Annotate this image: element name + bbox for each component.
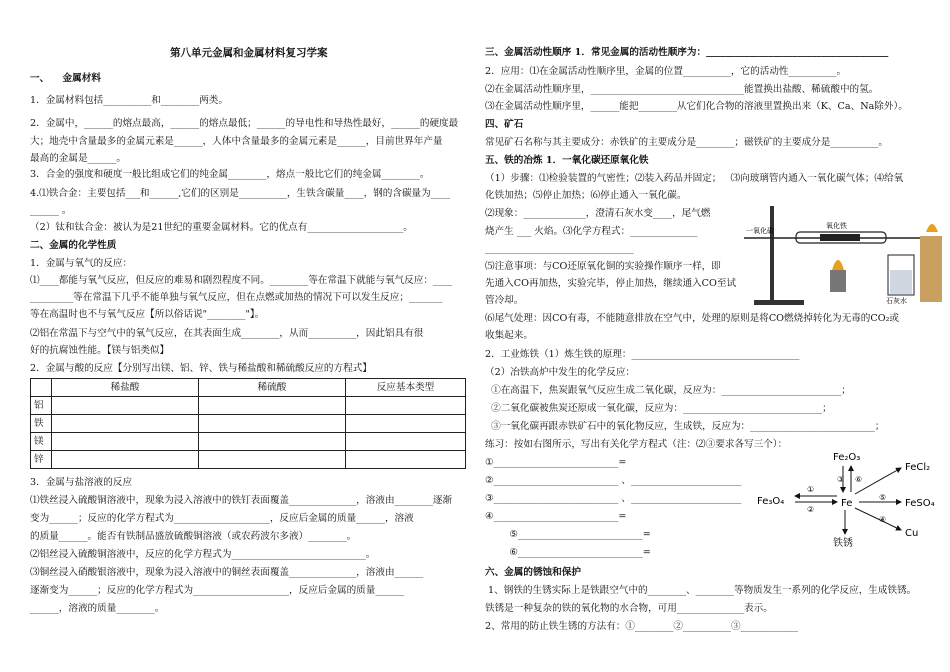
text-line: 2．金属与酸的反应【分别写出镁、铝、锌、铁与稀盐酸和稀硫酸反应的方程式】 bbox=[30, 363, 372, 374]
text-line: ③__________________________ 、_______________________ bbox=[485, 493, 742, 504]
text-line: 2．金属中，______的熔点最高，______的熔点最低；______的导电性和导热性最好，______的硬度最 bbox=[30, 118, 459, 129]
answer-cell[interactable] bbox=[199, 451, 346, 469]
label-limewater: 石灰水 bbox=[886, 297, 907, 305]
text-line: （2）钛和钛合金：被认为是21世纪的重要金属材料。它的优点有____________________。 bbox=[30, 222, 413, 233]
text-line: ⑵在金属活动性顺序里，________________________________能置换出盐酸、稀硫酸中的氢。 bbox=[485, 84, 879, 95]
text-line: ⑴____都能与氧气反应，但反应的难易和剧烈程度不同。________等在常温下就能与氧气反应：____ bbox=[30, 275, 453, 286]
section-heading-metal-materials: 一、 金属材料 bbox=[30, 73, 101, 84]
flame-icon bbox=[926, 224, 938, 232]
text-line: ①在高温下，焦炭跟氧气反应生成二氧化碳，反应为：_________________________； bbox=[485, 385, 851, 396]
mark-1: ① bbox=[807, 485, 815, 494]
text-line: ⑹尾气处理：因CO有毒，不能随意排放在空气中，处理的原则是将CO燃烧掉转化为无毒的CO₂或 bbox=[485, 313, 900, 324]
text-line: 1、钢铁的生锈实际上是铁跟空气中的________、________等物质发生一系列的化学反应，生成铁锈。 bbox=[485, 585, 917, 596]
text-line: ⑴铁丝浸入硫酸铜溶液中，现象为浸入溶液中的铁钉表面覆盖______________，溶液由________逐渐 bbox=[30, 495, 453, 506]
text-line: 先通入CO再加热，实验完毕，停止加热，继续通入CO至试 bbox=[485, 278, 737, 289]
text-line: 等在高温时也不与氧气反应【所以俗话说"________"】。 bbox=[30, 309, 265, 320]
answer-cell[interactable] bbox=[52, 451, 199, 469]
text-line: ③一氧化碳再跟赤铁矿石中的氧化物反应，生成铁，反应为：__________________________； bbox=[485, 421, 885, 432]
answer-cell[interactable] bbox=[52, 397, 199, 415]
table-header: 稀盐酸 bbox=[52, 379, 199, 397]
text-line: 3．合金的强度和硬度一般比组成它们的纯金属________，熔点一般比它们的纯金属________。 bbox=[30, 169, 430, 180]
table-header: 稀硫酸 bbox=[199, 379, 346, 397]
text-line: 常见矿石名称与其主要成分：赤铁矿的主要成分是________；磁铁矿的主要成分是__________。 bbox=[485, 137, 888, 148]
label-carbon-monoxide: 一氧化碳 bbox=[746, 227, 774, 235]
co-reduction-apparatus bbox=[740, 200, 945, 308]
node-fe: Fe bbox=[841, 498, 853, 509]
page-title: 第八单元金属和金属材料复习学案 bbox=[170, 47, 328, 59]
node-fe3o4: Fe₃O₄ bbox=[757, 496, 785, 507]
text-line: 最高的金属是______。 bbox=[30, 153, 126, 164]
text-line: 1．金属材料包括__________和________两类。 bbox=[30, 95, 228, 106]
table-row bbox=[31, 415, 466, 433]
text-line: 2、常用的防止铁生锈的方法有：①________②__________③____________ bbox=[485, 621, 799, 632]
stand-base bbox=[754, 300, 804, 305]
section-heading-ores: 四、矿石 bbox=[485, 119, 524, 130]
text-line: ⑵现象：_____________，澄清石灰水变____，尾气燃 bbox=[485, 208, 711, 219]
mark-3: ③ bbox=[837, 475, 845, 484]
text-line: 大；地壳中含量最多的金属元素是______，人体中含量最多的金属元素是______，目前世界年产量 bbox=[30, 136, 443, 147]
text-line: 管冷却。 bbox=[485, 295, 524, 306]
text-line: 烧产生 ___ 火焰。⑶化学方程式：______________ bbox=[485, 226, 698, 237]
alcohol-lamp bbox=[920, 236, 942, 302]
mark-6: ⑥ bbox=[855, 475, 863, 484]
row-label: 锌 bbox=[31, 451, 52, 469]
answer-cell[interactable] bbox=[199, 415, 346, 433]
table-row bbox=[31, 433, 466, 451]
text-line: _________等在常温下几乎不能单独与氧气反应，但在点燃或加热的情况下可以发生反应；_______ bbox=[30, 292, 443, 303]
text-line: _______________________________ bbox=[485, 243, 634, 254]
table-header: 反应基本类型 bbox=[346, 379, 466, 397]
text-line: ⑵铝在常温下与空气中的氧气反应，在其表面生成________，从而__________，因此铝具有很 bbox=[30, 328, 424, 339]
iron-conversion-diagram bbox=[755, 448, 945, 558]
text-line: （1）步骤：⑴检验装置的气密性；⑵装入药品并固定； ⑶向玻璃管内通入一氧化碳气体；⑷给氧 bbox=[485, 173, 904, 184]
text-line: （2）冶铁高炉中发生的化学反应： bbox=[485, 367, 636, 378]
table-row bbox=[31, 451, 466, 469]
table-row bbox=[31, 397, 466, 415]
flame-icon bbox=[832, 260, 844, 270]
section-heading-chemical-properties: 二、金属的化学性质 bbox=[30, 240, 117, 251]
node-fecl2: FeCl₂ bbox=[905, 462, 931, 473]
text-line: 2．应用：⑴在金属活动性顺序里，金属的位置__________，它的活动性__________。 bbox=[485, 66, 847, 77]
acid-reaction-table bbox=[30, 378, 466, 469]
text-line: ______，溶液的质量________。 bbox=[30, 603, 165, 614]
arrow-icon bbox=[855, 508, 901, 530]
limewater bbox=[890, 270, 912, 294]
text-line: ⑵铝丝浸入硫酸铜溶液中，反应的化学方程式为____________________________。 bbox=[30, 549, 376, 560]
text-line: ①__________________________= bbox=[485, 457, 627, 468]
text-line: 4.⑴铁合金：主要包括___和______,它们的区别是__________，生铁含碳量____，钢的含碳量为____ bbox=[30, 188, 450, 199]
text-line: ②二氧化碳被焦炭还原成一氧化碳，反应为：_____________________________； bbox=[485, 403, 832, 414]
text-line: ⑶铜丝浸入硝酸银溶液中，现象为浸入溶液中的铜丝表面覆盖______________，溶液由______ bbox=[30, 567, 424, 578]
burner bbox=[830, 270, 846, 292]
text-line: 1．金属与氧气的反应： bbox=[30, 258, 133, 269]
section-heading-activity-series: 三、金属活动性顺序 1．常见金属的活动性顺序为：______________________________________ bbox=[485, 47, 889, 58]
answer-cell[interactable] bbox=[199, 433, 346, 451]
stand-rod bbox=[770, 206, 774, 302]
text-line: 好的抗腐蚀性能。【镁与铝类似】 bbox=[30, 345, 170, 356]
answer-cell[interactable] bbox=[346, 397, 466, 415]
node-cu: Cu bbox=[905, 528, 919, 539]
text-line: ④__________________________= bbox=[485, 511, 627, 522]
answer-cell[interactable] bbox=[199, 397, 346, 415]
text-line: 收集起来。 bbox=[485, 330, 533, 341]
table-header bbox=[31, 379, 52, 397]
mark-2: ② bbox=[807, 505, 815, 514]
label-iron-oxide: 氧化铁 bbox=[826, 222, 847, 230]
mark-4: ④ bbox=[879, 515, 887, 524]
text-line: 练习：按如右图所示，写出有关化学方程式（注：⑵③要求各写三个）： bbox=[485, 439, 788, 450]
text-line: 铁锈是一种复杂的铁的氧化物的水合物，可用______________表示。 bbox=[485, 603, 773, 614]
text-line: 3．金属与盐溶液的反应 bbox=[30, 477, 133, 488]
text-line: ⑤__________________________= bbox=[485, 529, 651, 540]
answer-cell[interactable] bbox=[346, 451, 466, 469]
section-heading-corrosion: 六、金属的锈蚀和保护 bbox=[485, 567, 581, 578]
text-line: 化铁加热；⑸停止加热；⑹停止通入一氧化碳。 bbox=[485, 190, 687, 201]
text-line: ②__________________________ 、_______________________ bbox=[485, 475, 742, 486]
text-line: ⑥__________________________= bbox=[485, 547, 651, 558]
text-line: ⑸注意事项：与CO还原氧化铜的实验操作顺序一样，即 bbox=[485, 261, 721, 272]
answer-cell[interactable] bbox=[52, 433, 199, 451]
answer-cell[interactable] bbox=[346, 433, 466, 451]
node-feso4: FeSO₄ bbox=[905, 498, 935, 509]
row-label: 铝 bbox=[31, 397, 52, 415]
text-line: ______ 。 bbox=[30, 205, 72, 216]
text-line: ⑶在金属活动性顺序里，______能把________从它们化合物的溶液里置换出来（K、Ca、Na除外）。 bbox=[485, 101, 908, 112]
answer-cell[interactable] bbox=[346, 415, 466, 433]
section-heading-iron-smelting: 五、铁的冶炼 1．一氧化碳还原氧化铁 bbox=[485, 155, 649, 166]
text-line: 逐渐变为______；反应的化学方程式为____________________，反应后金属的质量______ bbox=[30, 585, 405, 596]
mark-5: ⑤ bbox=[879, 493, 887, 502]
text-line: 的质量______。能否有铁制品盛放硫酸铜溶液（或农药波尔多液）________。 bbox=[30, 531, 357, 542]
node-fe2o3: Fe₂O₃ bbox=[833, 452, 861, 463]
iron-oxide-sample bbox=[820, 234, 860, 241]
row-label: 铁 bbox=[31, 415, 52, 433]
text-line: 2．工业炼铁（1）炼生铁的原理：___________________________________ bbox=[485, 349, 800, 360]
node-rust: 铁锈 bbox=[833, 538, 853, 549]
row-label: 镁 bbox=[31, 433, 52, 451]
answer-cell[interactable] bbox=[52, 415, 199, 433]
text-line: 变为______；反应的化学方程式为____________________，反应后金属的质量______，溶液 bbox=[30, 513, 414, 524]
